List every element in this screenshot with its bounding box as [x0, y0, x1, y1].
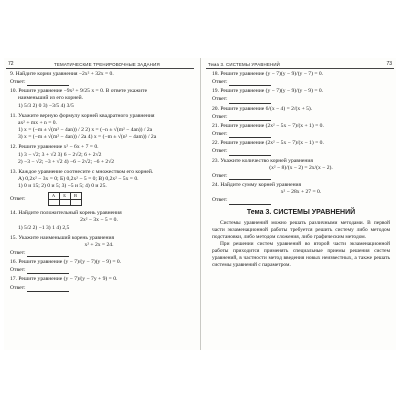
task-15-equation: x² + 2x = 24. — [84, 241, 114, 248]
answer-line: Ответ: — [212, 79, 390, 86]
answer-line: Ответ: — [212, 114, 390, 121]
left-running-head — [6, 61, 194, 69]
answer-line: Ответ: А Б В — [10, 191, 188, 208]
answer-line: Ответ: — [212, 96, 390, 103]
task-14-options: 1) 5/2 2) −1 3) 1 4) 2,5 — [18, 224, 70, 231]
answer-line: Ответ: — [212, 197, 390, 204]
task-9: 9. Найдите корни уравнения −2x² + 32x = 0. — [10, 71, 114, 77]
task-19: 19. Решите уравнение (y − 7)(y − 9)/(y − 9) = 0. — [212, 88, 324, 95]
match-cell-b: Б — [59, 193, 70, 200]
task-11-options-2: 3) x = (−m ± √(m² − 4an)) / 2a 4) x = (−m ± √(n² − 4am)) / 2a — [18, 134, 157, 141]
right-page-number: 73 — [386, 61, 392, 67]
section-paragraph-1: Системы уравнений можно решать различными методами. В первой части экзаменационной работы требуется решить систему либо методом подстановки, либо методом сложения, либо графическим методом. — [212, 220, 390, 241]
left-page-body — [10, 71, 188, 294]
right-running-head-title: Тема 3. СИСТЕМЫ УРАВНЕНИЙ — [208, 61, 281, 67]
answer-line: Ответ: — [10, 250, 188, 257]
left-page-number: 72 — [8, 61, 14, 67]
task-13-sets: 1) 0 и 15; 2) 0 и 5; 3) −5 и 5; 4) 0 и 25. — [18, 183, 107, 190]
task-10-cont: наименьший из его корней. — [18, 95, 84, 102]
task-14-equation: 2x² − 3x − 5 = 0. — [80, 217, 118, 224]
answer-line: Ответ: — [10, 267, 188, 274]
match-answer-v — [70, 200, 81, 206]
left-page — [4, 58, 196, 350]
task-21: 21. Решите уравнение (2x² − 5x − 7)/(x + 1) = 0. — [212, 122, 324, 129]
task-18: 18. Решите уравнение (y − 7)(y − 9)/(y − 7) = 0. — [212, 71, 324, 77]
task-17: 17. Решите уравнение (y − 7)/(y − 7y + 9) = 0. — [10, 276, 118, 283]
answer-line: Ответ: — [212, 148, 390, 155]
right-page — [204, 58, 396, 350]
task-20: 20. Решите уравнение 6/(x − 4) = 2/(x + 5). — [212, 105, 313, 112]
task-15: 15. Укажите наименьший корень уравнения — [10, 234, 115, 241]
answer-line: Ответ: — [10, 79, 188, 86]
task-24-equation: x² − 28x + 27 = 0. — [280, 189, 322, 196]
section-heading: Тема 3. СИСТЕМЫ УРАВНЕНИЙ — [246, 208, 356, 216]
book-spread — [4, 58, 396, 350]
task-10-options: 1) 5/3 2) 0 3) −3/5 4) 3/5 — [18, 102, 74, 109]
task-13: 13. Каждое уравнение соотнесите с множеством его корней. — [10, 168, 154, 175]
task-23: 23. Укажите количество корней уравнения — [212, 157, 313, 164]
section-paragraph-2: При решении систем уравнений во второй части экзаменационной работы приходится применять специальные приемы решения систем уравнений, в частности метод введения новых неизвестных, а также решать системы уравнений с параметром. — [212, 241, 390, 268]
task-10: 10. Решите уравнение −9x² + 9/25 x = 0. В ответе укажите — [10, 88, 148, 95]
answer-line: Ответ: — [212, 173, 390, 180]
task-12-options-2: 2) −3 − √2; −3 + √2 4) −6 − 2√2; −6 + 2√2 — [18, 158, 115, 165]
right-running-head — [206, 61, 394, 69]
answer-line: Ответ: — [212, 131, 390, 138]
task-13-equations: А) 0,2x² − 3x = 0; Б) 0,2x² − 5 = 0; В) 0,2x² − 5x = 0. — [18, 176, 139, 183]
task-12-options-1: 1) 3 − √2; 3 + √2 3) 6 − 2√2; 6 + 2√2 — [18, 151, 102, 158]
match-answer-b — [59, 200, 70, 206]
match-table — [48, 192, 82, 206]
answer-line: Ответ: — [10, 285, 188, 292]
task-23-equation: (x² − 8)/(x − 2) = 2x/(x − 2). — [269, 164, 333, 171]
task-11-options-1: 1) x = (−m ± √(m² − 4an)) / 2 2) x = (−n ± √(m² − 4an)) / 2a — [18, 127, 153, 134]
left-running-head-title: ТЕМАТИЧЕСКИЕ ТРЕНИРОВОЧНЫЕ ЗАДАНИЯ — [54, 61, 160, 67]
task-11: 11. Укажите верную формулу корней квадратного уравнения — [10, 112, 155, 119]
task-22: 22. Решите уравнение (2x² − 5x − 7)/(x − 1) = 0. — [212, 140, 324, 147]
match-cell-v: В — [70, 193, 81, 200]
task-16: 16. Решите уравнение (y − 7)/(y − 7)(y − 9) = 0. — [10, 259, 122, 266]
task-24: 24. Найдите сумму корней уравнения — [212, 182, 302, 189]
match-answer-a — [48, 200, 59, 206]
match-cell-a: А — [48, 193, 59, 200]
task-14: 14. Найдите положительный корень уравнения — [10, 210, 122, 217]
task-12: 12. Решите уравнение x² − 6x + 7 = 0. — [10, 144, 99, 151]
right-page-body — [212, 71, 390, 269]
page-gutter — [200, 58, 201, 350]
task-11-cont: ax² + mx + n = 0. — [18, 119, 57, 126]
